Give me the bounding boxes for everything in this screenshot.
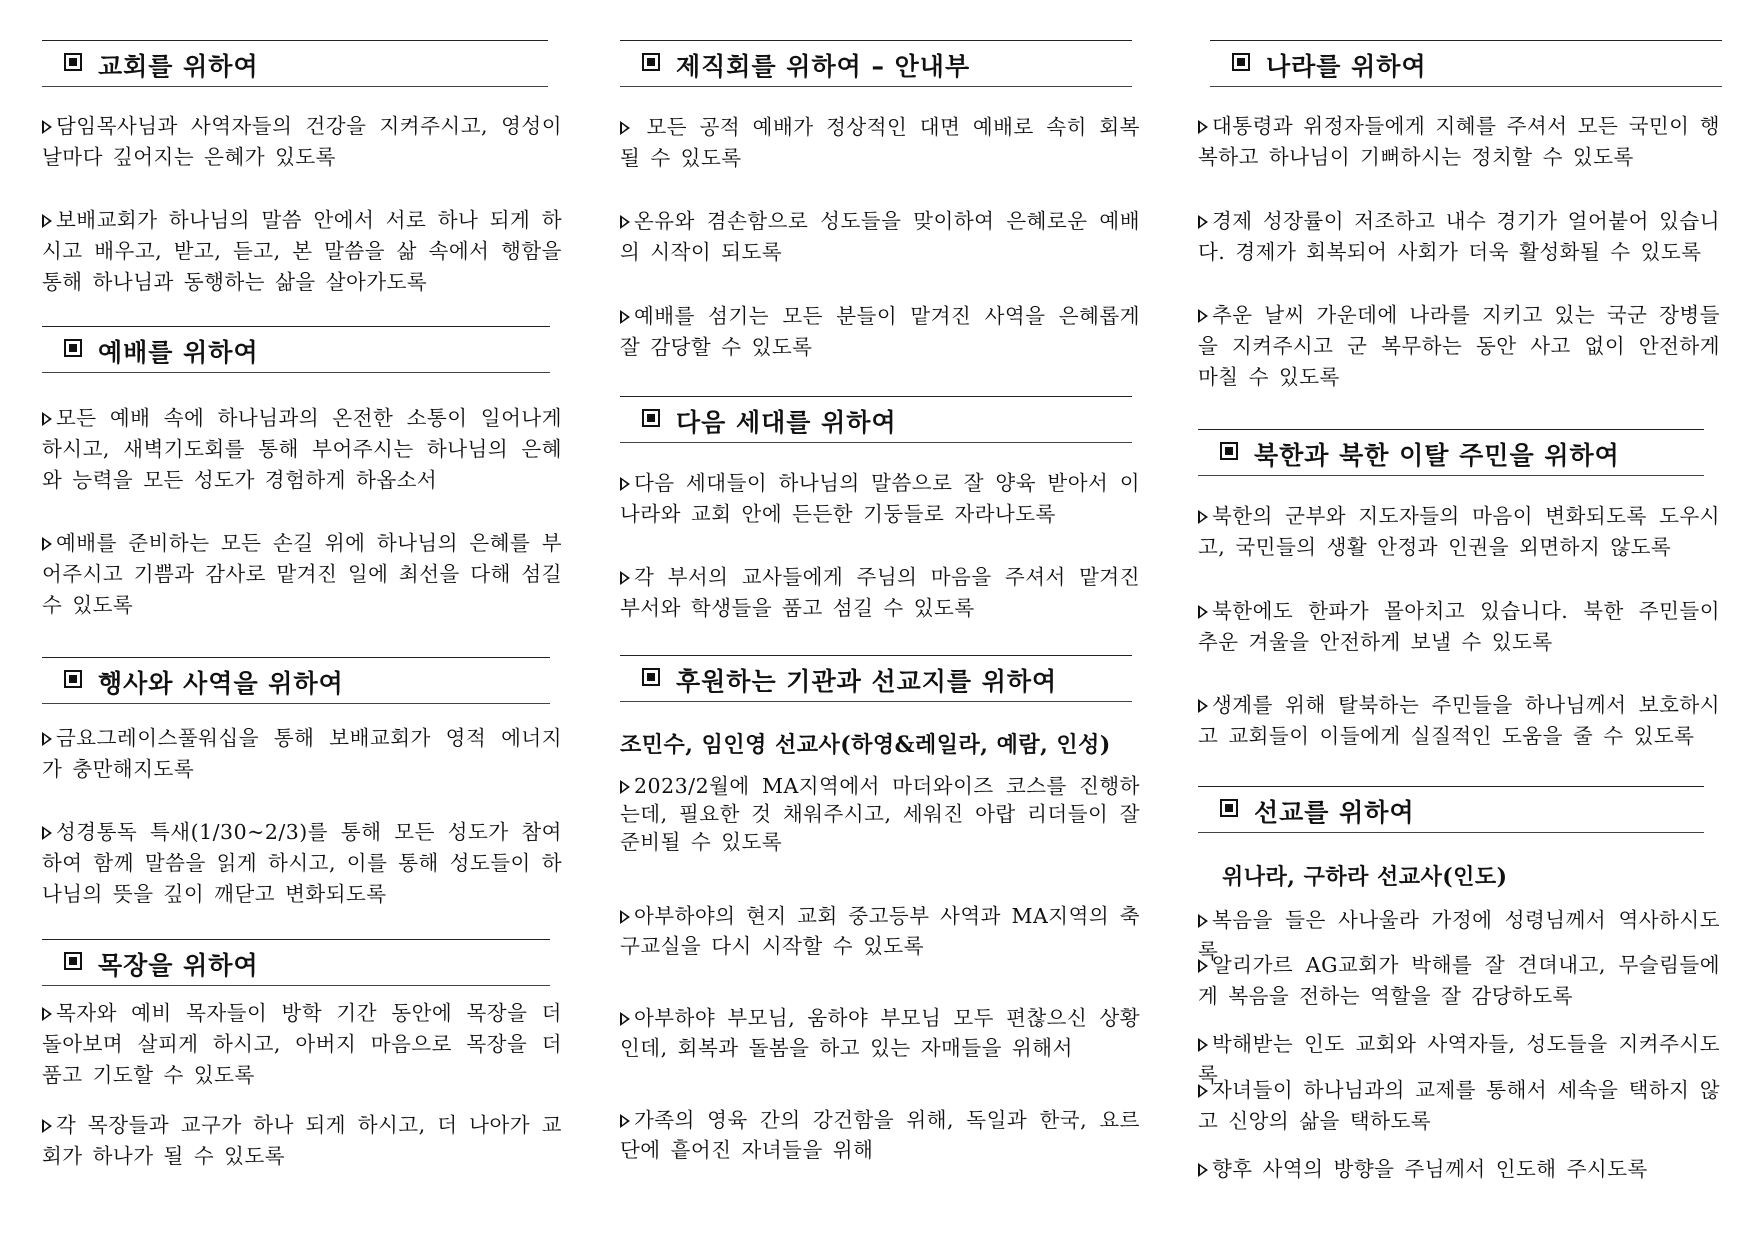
prayer-text: 예배를 준비하는 모든 손길 위에 하나님의 은혜를 부어주시고 기쁨과 감사로 맡겨진 일에 최선을 다해 섬길 수 있도록 <box>42 531 562 617</box>
section-title: 다음 세대를 위하여 <box>676 408 897 437</box>
triangle-right-icon <box>1198 120 1208 134</box>
prayer-text: 자녀들이 하나님과의 교제를 통해서 세속을 택하지 않고 신앙의 삶을 택하도록 <box>1198 1078 1720 1133</box>
prayer-item <box>42 528 562 621</box>
prayer-text: 아부하야 부모님, 움하야 부모님 모두 편찮으신 상황인데, 회복과 돌봄을 하고 있는 자매들을 위해서 <box>620 1006 1140 1060</box>
triangle-right-icon <box>1198 510 1208 524</box>
prayer-text: 각 목장들과 교구가 하나 되게 하시고, 더 나아가 교회가 하나가 될 수 있도록 <box>42 1113 562 1168</box>
section-title: 선교를 위하여 <box>1254 798 1415 827</box>
prayer-item <box>620 468 1140 530</box>
triangle-right-icon <box>42 732 52 746</box>
prayer-text: 온유와 겸손함으로 성도들을 맞이하여 은혜로운 예배의 시작이 되도록 <box>620 209 1140 264</box>
triangle-right-icon <box>42 1007 52 1021</box>
prayer-item <box>620 112 1140 174</box>
triangle-right-icon <box>1198 959 1208 973</box>
triangle-right-icon <box>1198 605 1208 619</box>
prayer-text: 2023/2월에 MA지역에서 마더와이즈 코스를 진행하는데, 필요한 것 채워주시고, 세워진 아랍 리더들이 잘 준비될 수 있도록 <box>620 774 1140 854</box>
section-heading-missions <box>1198 786 1704 833</box>
triangle-right-icon <box>620 910 630 924</box>
prayer-text: 다음 세대들이 하나님의 말씀으로 잘 양육 받아서 이 나라와 교회 안에 든든한 기둥들로 자라나도록 <box>620 471 1140 526</box>
section-heading-mokjang <box>42 939 550 986</box>
prayer-text: 향후 사역의 방향을 주님께서 인도해 주시도록 <box>1212 1157 1648 1181</box>
prayer-item <box>1198 1075 1720 1137</box>
square-in-square-icon <box>642 668 660 686</box>
triangle-right-icon <box>1198 914 1208 928</box>
prayer-text: 모든 예배 속에 하나님과의 온전한 소통이 일어나게 하시고, 새벽기도회를 통해 부어주시는 하나님의 은혜와 능력을 모든 성도가 경험하게 하옵소서 <box>42 406 562 492</box>
prayer-text: 알리가르 AG교회가 박해를 잘 견뎌내고, 무슬림들에게 복음을 전하는 역할을 잘 감당하도록 <box>1198 953 1720 1008</box>
prayer-item <box>1198 950 1720 1012</box>
prayer-text: 보배교회가 하나님의 말씀 안에서 서로 하나 되게 하시고 배우고, 받고, 듣고, 본 말씀을 삶 속에서 행함을 통해 하나님과 동행하는 삶을 살아가도록 <box>42 208 562 294</box>
prayer-text: 각 부서의 교사들에게 주님의 마음을 주셔서 맡겨진 부서와 학생들을 품고 섬길 수 있도록 <box>620 565 1140 620</box>
triangle-right-icon <box>1198 215 1208 229</box>
prayer-text: 북한의 군부와 지도자들의 마음이 변화되도록 도우시고, 국민들의 생활 안정과 인권을 외면하지 않도록 <box>1198 504 1720 559</box>
square-in-square-icon <box>642 53 660 71</box>
square-in-square-icon <box>64 339 82 357</box>
triangle-right-icon <box>620 121 630 135</box>
section-heading-worship <box>42 326 550 373</box>
prayer-item <box>620 301 1140 363</box>
triangle-right-icon <box>42 120 52 134</box>
triangle-right-icon <box>620 215 630 229</box>
prayer-item <box>42 998 562 1091</box>
prayer-item <box>42 403 562 496</box>
section-heading-north-korea <box>1198 429 1704 476</box>
prayer-item <box>42 723 562 785</box>
triangle-right-icon <box>620 571 630 585</box>
triangle-right-icon <box>1198 309 1208 323</box>
triangle-right-icon <box>620 477 630 491</box>
triangle-right-icon <box>42 412 52 426</box>
prayer-item <box>42 1110 562 1172</box>
triangle-right-icon <box>1198 1038 1208 1052</box>
prayer-item <box>1198 1154 1720 1185</box>
section-title: 예배를 위하여 <box>98 338 259 367</box>
triangle-right-icon <box>42 537 52 551</box>
square-in-square-icon <box>1232 53 1250 71</box>
prayer-item <box>620 562 1140 624</box>
prayer-text: 금요그레이스풀워십을 통해 보배교회가 영적 에너지가 충만해지도록 <box>42 726 562 781</box>
section-title: 북한과 북한 이탈 주민을 위하여 <box>1254 441 1620 470</box>
triangle-right-icon <box>1198 1084 1208 1098</box>
triangle-right-icon <box>42 1119 52 1133</box>
section-title: 후원하는 기관과 선교지를 위하여 <box>676 667 1058 696</box>
prayer-text: 모든 공적 예배가 정상적인 대면 예배로 속히 회복될 수 있도록 <box>620 115 1140 170</box>
prayer-text: 목자와 예비 목자들이 방학 기간 동안에 목장을 더 돌아보며 살피게 하시고, 아버지 마음으로 목장을 더 품고 기도할 수 있도록 <box>42 1001 562 1087</box>
section-title: 목장을 위하여 <box>98 951 259 980</box>
prayer-item <box>42 817 562 910</box>
prayer-item <box>620 1003 1140 1063</box>
square-in-square-icon <box>64 53 82 71</box>
prayer-text: 생계를 위해 탈북하는 주민들을 하나님께서 보호하시고 교회들이 이들에게 실질적인 도움을 줄 수 있도록 <box>1198 693 1720 748</box>
section-heading-events <box>42 657 550 704</box>
triangle-right-icon <box>42 826 52 840</box>
prayer-item <box>1198 206 1720 268</box>
triangle-right-icon <box>620 310 630 324</box>
square-in-square-icon <box>1220 442 1238 460</box>
prayer-item <box>620 772 1140 856</box>
triangle-right-icon <box>620 1114 630 1128</box>
section-heading-nation <box>1210 40 1722 87</box>
square-in-square-icon <box>64 952 82 970</box>
prayer-item <box>1198 300 1720 393</box>
prayer-text: 북한에도 한파가 몰아치고 있습니다. 북한 주민들이 추운 겨울을 안전하게 보낼 수 있도록 <box>1198 599 1720 654</box>
section-title: 나라를 위하여 <box>1266 52 1427 81</box>
prayer-text: 추운 날씨 가운데에 나라를 지키고 있는 국군 장병들을 지켜주시고 군 복무하는 동안 사고 없이 안전하게 마칠 수 있도록 <box>1198 303 1720 389</box>
prayer-text: 가족의 영육 간의 강건함을 위해, 독일과 한국, 요르단에 흩어진 자녀들을 위해 <box>620 1108 1140 1162</box>
prayer-text: 아부하야의 현지 교회 중고등부 사역과 MA지역의 축구교실을 다시 시작할 수 있도록 <box>620 904 1140 958</box>
prayer-item <box>42 205 562 298</box>
section-title: 교회를 위하여 <box>98 52 259 81</box>
section-heading-next-generation <box>620 396 1132 443</box>
prayer-text: 담임목사님과 사역자들의 건강을 지켜주시고, 영성이 날마다 깊어지는 은혜가 있도록 <box>42 114 562 169</box>
prayer-item <box>1198 111 1720 173</box>
square-in-square-icon <box>64 670 82 688</box>
section-heading-deacons <box>620 40 1132 87</box>
prayer-text: 복음을 들은 사나울라 가정에 성령님께서 역사하시도록 <box>1198 908 1720 963</box>
triangle-right-icon <box>620 1012 630 1026</box>
prayer-item <box>620 206 1140 268</box>
section-heading-missions-support <box>620 655 1132 702</box>
triangle-right-icon <box>1198 1163 1208 1177</box>
section-title: 제직회를 위하여 – 안내부 <box>676 52 971 81</box>
prayer-item <box>1198 690 1720 752</box>
prayer-item <box>42 111 562 173</box>
triangle-right-icon <box>620 780 630 794</box>
missionary-name: 위나라, 구하라 선교사(인도) <box>1222 864 1508 890</box>
triangle-right-icon <box>1198 699 1208 713</box>
prayer-item <box>620 1105 1140 1165</box>
prayer-item <box>1198 596 1720 658</box>
prayer-text: 성경통독 특새(1/30~2/3)를 통해 모든 성도가 참여하여 함께 말씀을 읽게 하시고, 이를 통해 성도들이 하나님의 뜻을 깊이 깨닫고 변화되도록 <box>42 820 562 906</box>
prayer-item <box>1198 501 1720 563</box>
triangle-right-icon <box>42 214 52 228</box>
section-heading-church <box>42 40 548 87</box>
missionary-name: 조민수, 임인영 선교사(하영&레일라, 예람, 인성) <box>620 732 1111 758</box>
prayer-text: 예배를 섬기는 모든 분들이 맡겨진 사역을 은혜롭게 잘 감당할 수 있도록 <box>620 304 1140 359</box>
prayer-text: 대통령과 위정자들에게 지혜를 주셔서 모든 국민이 행복하고 하나님이 기뻐하시는 정치할 수 있도록 <box>1198 114 1720 169</box>
prayer-text: 경제 성장률이 저조하고 내수 경기가 얼어붙어 있습니다. 경제가 회복되어 사회가 더욱 활성화될 수 있도록 <box>1198 209 1720 264</box>
prayer-text: 박해받는 인도 교회와 사역자들, 성도들을 지켜주시도록 <box>1198 1032 1720 1087</box>
prayer-item <box>620 901 1140 961</box>
section-title: 행사와 사역을 위하여 <box>98 669 344 698</box>
square-in-square-icon <box>642 409 660 427</box>
square-in-square-icon <box>1220 799 1238 817</box>
